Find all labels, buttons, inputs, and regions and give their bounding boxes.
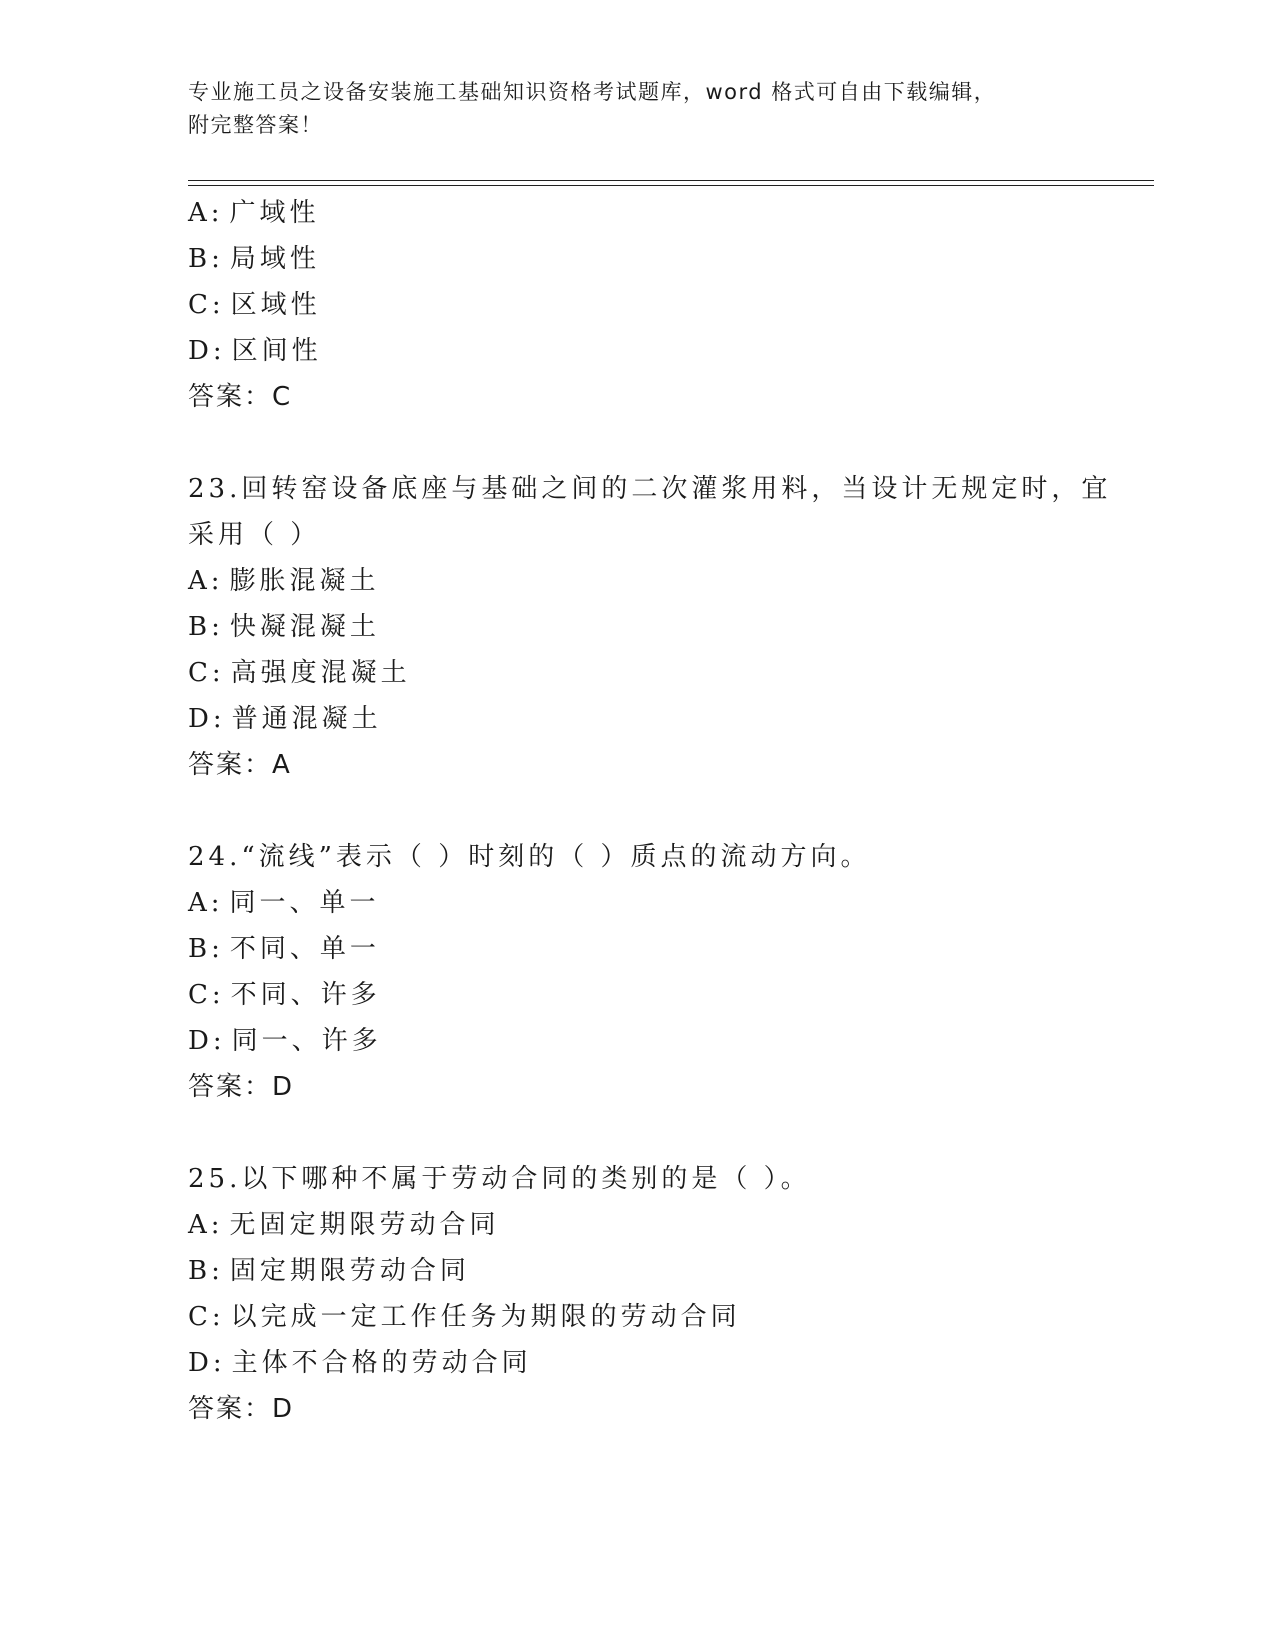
question-list: [188, 190, 1112, 1432]
header-line-1: 专业施工员之设备安装施工基础知识资格考试题库，word 格式可自由下载编辑，: [188, 80, 997, 104]
option-prefix: A:: [188, 566, 224, 596]
header-line-2: 附完整答案！: [188, 113, 323, 137]
option-c: [188, 650, 1088, 696]
option-prefix: C:: [188, 980, 225, 1010]
answer-line: 答案：A: [188, 750, 292, 780]
option-prefix: C:: [188, 290, 225, 320]
option-prefix: A:: [188, 888, 224, 918]
header-divider-top: [188, 180, 1154, 181]
option-c: [188, 282, 1088, 328]
option-text: 同一、许多: [231, 1026, 382, 1056]
option-c: [188, 972, 1088, 1018]
option-prefix: A:: [188, 198, 224, 228]
option-text: 局域性: [229, 244, 320, 274]
option-text: 膨胀混凝土: [229, 566, 380, 596]
option-b: [188, 236, 1088, 282]
option-d: [188, 1018, 1088, 1064]
option-a: [188, 1202, 1088, 1248]
option-text: 无固定期限劳动合同: [229, 1210, 500, 1240]
option-text: 固定期限劳动合同: [229, 1256, 470, 1286]
option-b: [188, 1248, 1088, 1294]
question-block-22: [188, 190, 1088, 420]
document-header: [188, 76, 1088, 142]
option-prefix: B:: [188, 612, 224, 642]
option-text: 广域性: [229, 198, 320, 228]
question-stem: 25.以下哪种不属于劳动合同的类别的是（ ）。: [188, 1164, 811, 1194]
option-prefix: C:: [188, 1302, 225, 1332]
option-a: [188, 558, 1088, 604]
option-text: 区域性: [230, 290, 321, 320]
question-block-23: [188, 466, 1112, 788]
option-text: 区间性: [231, 336, 322, 366]
answer-line: 答案：D: [188, 1394, 295, 1424]
question-stem: 24.“流线”表示（ ）时刻的（ ）质点的流动方向。: [188, 842, 871, 872]
option-a: [188, 880, 1088, 926]
option-prefix: D:: [188, 704, 226, 734]
option-d: [188, 1340, 1088, 1386]
option-text: 主体不合格的劳动合同: [231, 1348, 532, 1378]
option-d: [188, 696, 1088, 742]
option-prefix: B:: [188, 934, 224, 964]
question-block-25: [188, 1156, 1088, 1432]
header-divider-bottom: [188, 185, 1154, 186]
option-c: [188, 1294, 1088, 1340]
option-text: 不同、许多: [230, 980, 381, 1010]
option-prefix: D:: [188, 1348, 226, 1378]
question-block-24: [188, 834, 1088, 1110]
option-prefix: A:: [188, 1210, 224, 1240]
option-d: [188, 328, 1088, 374]
option-prefix: C:: [188, 658, 225, 688]
option-prefix: D:: [188, 336, 226, 366]
option-prefix: D:: [188, 1026, 226, 1056]
answer-line: 答案：D: [188, 1072, 295, 1102]
answer-line: 答案：C: [188, 382, 293, 412]
option-text: 不同、单一: [229, 934, 380, 964]
option-text: 以完成一定工作任务为期限的劳动合同: [230, 1302, 741, 1332]
option-a: [188, 190, 1088, 236]
option-text: 同一、单一: [229, 888, 380, 918]
option-text: 快凝混凝土: [229, 612, 380, 642]
option-prefix: B:: [188, 244, 224, 274]
option-text: 普通混凝土: [231, 704, 382, 734]
question-stem-continued: 采用（ ）: [188, 520, 321, 550]
option-b: [188, 604, 1088, 650]
option-b: [188, 926, 1088, 972]
option-prefix: B:: [188, 1256, 224, 1286]
option-text: 高强度混凝土: [230, 658, 411, 688]
question-stem: 23.回转窑设备底座与基础之间的二次灌浆用料，当设计无规定时，宜: [188, 474, 1112, 504]
